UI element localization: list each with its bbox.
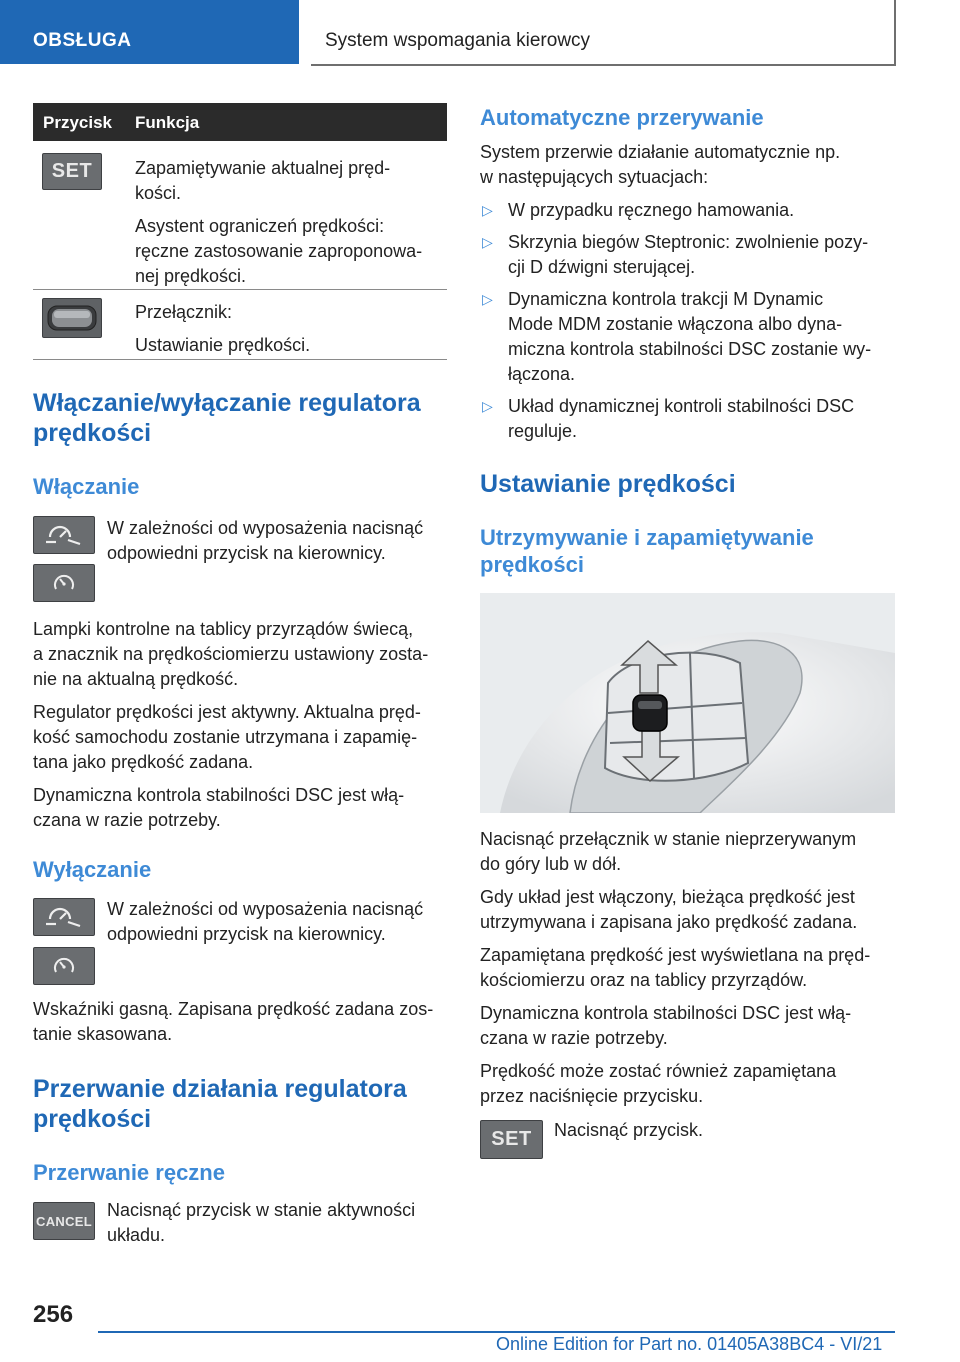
footer-edition: Online Edition for Part no. 01405A38BC4 - VI/21 bbox=[496, 1334, 883, 1354]
text-line: Ustawianie prędkości. bbox=[135, 335, 311, 355]
list-item: ▷ Skrzynia biegów Steptronic: zwolnienie pozy- cji D dźwigni sterującej. bbox=[482, 232, 869, 277]
heading-interrupt: Przerwanie działania regulatora prędkości bbox=[33, 1075, 407, 1133]
section-label: OBSŁUGA bbox=[33, 30, 132, 51]
chapter-header bbox=[311, 0, 896, 66]
table-divider bbox=[33, 289, 447, 290]
rocker-switch-graphic bbox=[46, 303, 98, 333]
cancel-button-icon: CANCEL bbox=[33, 1202, 95, 1240]
set-speed-paragraphs: Nacisnąć przełącznik w stanie nieprzerywanym do góry lub w dół. Gdy układ jest włączony, bieżąca prędkość jest utrzymywana i zapisana jako prędkość zadana. Zapamiętana prędkość jest wyświetlana na pręd- kościomierzu oraz na tablicy przyrządów. Dynamiczna kontrola stabilności DSC jest włą- czana w razie potrzeby. Prędkość może zostać również zapamiętana przez naciśnięcie przycisku. bbox=[480, 829, 871, 1106]
rocker-switch-icon bbox=[42, 298, 102, 338]
heading-auto-interrupt: Automatyczne przerywanie bbox=[480, 105, 764, 130]
set-button-icon-right: SET bbox=[480, 1120, 543, 1159]
section-tab bbox=[0, 0, 299, 64]
list-item: ▷ Układ dynamicznej kontroli stabilności DSC reguluje. bbox=[482, 396, 855, 441]
auto-interrupt-intro: System przerwie działanie automatycznie np. w następujących sytuacjach: bbox=[480, 142, 841, 187]
heading-manual-interrupt: Przerwanie ręczne bbox=[33, 1160, 225, 1185]
switch-on-text: W zależności od wyposażenia nacisnąć odpowiedni przycisk na kierownicy. bbox=[107, 518, 424, 563]
set-button-text: Nacisnąć przycisk. bbox=[554, 1120, 704, 1140]
heading-on-off: Włączanie/wyłączanie regulatora prędkości bbox=[33, 389, 421, 447]
switch-on-paragraphs: Lampki kontrolne na tablicy przyrządów świecą, a znacznik na prędkościomierzu ustawiony zosta- nie na aktualną prędkość. Regulator prędkości jest aktywny. Aktualna pręd- kość samochodu zostanie utrzymana i zapamię- tana jako prędkość zadana. Dynamiczna kontrola stabilności DSC jest włą- czana w razie potrzeby. bbox=[33, 619, 429, 830]
triangle-bullet-icon: ▷ bbox=[482, 291, 493, 307]
speedometer-icon bbox=[51, 954, 77, 978]
auto-interrupt-list bbox=[480, 198, 895, 451]
text-line: ręczne zastosowanie zaproponowa- bbox=[135, 241, 423, 261]
steering-wheel-graphic bbox=[480, 593, 895, 813]
cruise-control-icon bbox=[44, 905, 84, 929]
cruise-control-icon bbox=[44, 523, 84, 547]
heading-switch-off: Wyłączanie bbox=[33, 857, 152, 882]
text-line: Zapamiętywanie aktualnej pręd- bbox=[135, 158, 391, 178]
cruise-control-button-icon bbox=[33, 516, 95, 554]
table-row-1-text bbox=[135, 156, 445, 289]
column-header-button: Przycisk bbox=[43, 113, 112, 132]
footer-rule bbox=[98, 1331, 895, 1333]
triangle-bullet-icon: ▷ bbox=[482, 202, 493, 218]
page-number: 256 bbox=[33, 1301, 74, 1328]
table-row-2-text bbox=[135, 300, 445, 358]
speed-limiter-button-icon bbox=[33, 564, 95, 602]
switch-off-text: W zależności od wyposażenia nacisnąć odpowiedni przycisk na kierownicy. bbox=[107, 899, 424, 944]
table-bottom-rule bbox=[33, 359, 447, 360]
manual-interrupt-text: Nacisnąć przycisk w stanie aktywności układu. bbox=[107, 1200, 416, 1245]
list-item: ▷ Dynamiczna kontrola trakcji M Dynamic Mode MDM zostanie włączona albo dyna- miczna kontrola stabilności DSC zostanie wy- łączona. bbox=[482, 289, 872, 384]
list-item: ▷ W przypadku ręcznego hamowania. bbox=[480, 198, 895, 223]
text-line: nej prędkości. bbox=[135, 266, 247, 286]
set-button-icon: SET bbox=[42, 153, 102, 190]
speedometer-icon bbox=[51, 571, 77, 595]
triangle-bullet-icon: ▷ bbox=[482, 398, 493, 414]
text-line: kości. bbox=[135, 183, 182, 203]
heading-hold-store-speed: Utrzymywanie i zapamiętywanie prędkości bbox=[480, 525, 814, 577]
switch-off-paragraph: Wskaźniki gasną. Zapisana prędkość zadana zos- tanie skasowana. bbox=[33, 999, 434, 1044]
steering-wheel-illustration bbox=[480, 593, 895, 813]
table-header bbox=[33, 103, 447, 141]
chapter-title: System wspomagania kierowcy bbox=[325, 30, 591, 51]
triangle-bullet-icon: ▷ bbox=[482, 234, 493, 250]
heading-set-speed: Ustawianie prędkości bbox=[480, 470, 736, 498]
speed-limiter-button-icon-off bbox=[33, 947, 95, 985]
text-line: Asystent ograniczeń prędkości: bbox=[135, 216, 385, 236]
column-header-function: Funkcja bbox=[135, 113, 200, 132]
text-line: Przełącznik: bbox=[135, 302, 233, 322]
cruise-control-button-icon-off bbox=[33, 898, 95, 936]
heading-switch-on: Włączanie bbox=[33, 474, 140, 499]
